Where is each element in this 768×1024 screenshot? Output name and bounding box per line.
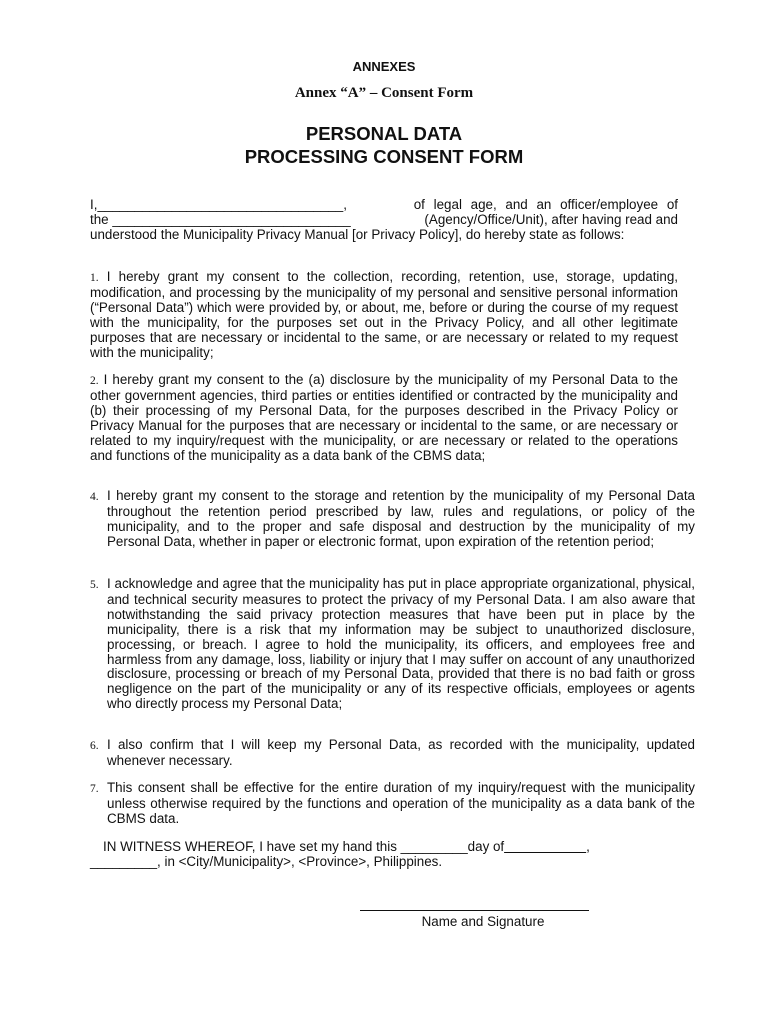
consent-item-1 [90, 270, 678, 360]
item-text: I hereby grant my consent to the (a) disclosure by the municipality of my Personal Data to the other government agencies, third parties or entities identified or contracted by the municipality and (b) their processing of my Personal Data, for the purposes described in the Privacy Policy or Privacy Manual for the purposes that are necessary or incidental to the same, or are necessary or related to my inquiry/request with the municipality, or are necessary or related to the operations and functions of the municipality as a data bank of the CBMS data; [90, 372, 678, 463]
day-blank: ___________ [504, 839, 587, 854]
intro-line-2 [90, 213, 678, 228]
item-number: 5. [90, 579, 99, 591]
witness-line-2: _________, in <City/Municipality>, <Province>, Philippines. [90, 853, 443, 869]
consent-item-5 [90, 577, 695, 712]
title-line-1: PERSONAL DATA [305, 123, 463, 144]
witness-clause [90, 840, 678, 870]
item-number: 4. [90, 491, 99, 503]
intro-paragraph [90, 198, 678, 243]
consent-item-4 [90, 489, 695, 550]
witness-line-1 [90, 840, 678, 855]
intro-line-1-text: of legal age, and an officer/employee of [413, 197, 678, 212]
item-text: I hereby grant my consent to the collection, recording, retention, use, storage, updating, modification, and processing by the municipality of my personal and sensitive personal information (“Personal Data”) which were provided by, or about, me, before or during the course of my request with the municipality, for the purposes set out in the Privacy Policy, and all other legitimate purposes that are necessary or incidental to the same, or are necessary or related to my request with the municipality; [90, 269, 678, 360]
signature-label: Name and Signature [421, 914, 545, 929]
consent-item-7 [90, 781, 695, 827]
intro-line-1 [90, 198, 678, 213]
consent-item-2 [90, 373, 678, 463]
item-number: 6. [90, 740, 99, 752]
agency-blank: the ________________________________ [90, 211, 351, 227]
form-title [0, 122, 768, 168]
item-number: 1. [90, 272, 99, 284]
name-blank: I,_________________________________, [90, 197, 347, 212]
annexes-heading: ANNEXES [352, 59, 416, 74]
item-text: I acknowledge and agree that the municipality has put in place appropriate organizational, physical, and technical security measures to protect the privacy of my Personal Data. I am also aware that notwithstanding the said privacy protection measures that have been put in place by the municipality, there is a risk that my information may be subject to unauthorized disclosure, processing, or breach. I agree to hold the municipality, its officers, and employees free and harmless from any damage, loss, liability or injury that I may suffer on account of any unauthorized disclosure, processing or breach of my Personal Data, provided that there is no bad faith or gross negligence on the part of the municipality or any of its respective officials, employees or agents who directly process my Personal Data; [107, 576, 695, 712]
item-number: 2. [90, 375, 99, 387]
consent-item-6 [90, 738, 695, 769]
annex-a-heading: Annex “A” – Consent Form [294, 85, 474, 101]
title-line-2: PROCESSING CONSENT FORM [244, 146, 524, 167]
witness-comma: , [586, 839, 590, 854]
witness-text: IN WITNESS WHEREOF, I have set my hand this _________day of [103, 839, 505, 854]
item-text: I hereby grant my consent to the storage and retention by the municipality of my Personal Data throughout the retention period prescribed by law, rules and regulations, or policy of the municipality, and to the proper and safe disposal and destruction by the municipality of my Personal Data, whether in paper or electronic format, upon expiration of the retention period; [107, 488, 695, 549]
item-text: This consent shall be effective for the entire duration of my inquiry/request with the municipality unless otherwise required by the functions and operation of the municipality as a data bank of the CBMS data. [107, 780, 695, 826]
intro-line-2-text: (Agency/Office/Unit), after having read and [424, 211, 678, 227]
item-text: I also confirm that I will keep my Personal Data, as recorded with the municipality, updated whenever necessary. [107, 737, 695, 768]
intro-line-rest: understood the Municipality Privacy Manual [or Privacy Policy], do hereby state as follows: [90, 226, 625, 242]
item-number: 7. [90, 783, 99, 795]
signature-line [360, 910, 589, 911]
